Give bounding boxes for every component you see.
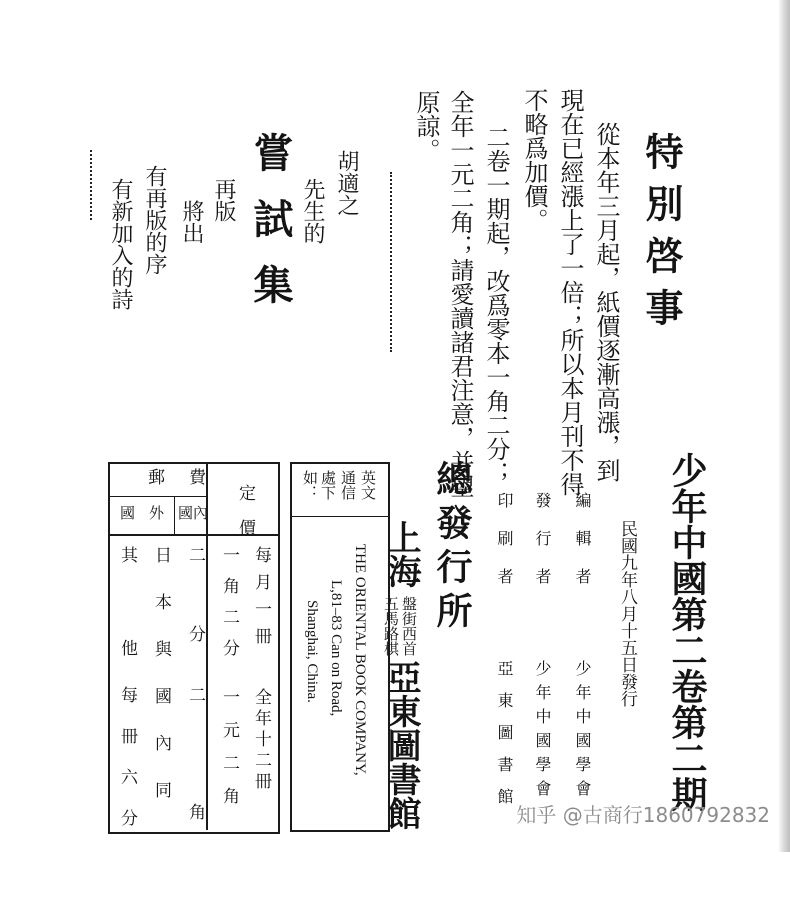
watermark-text: 知乎 @古商行1860792832 bbox=[516, 803, 770, 827]
price-cell: 全年十二冊 bbox=[251, 688, 271, 793]
price-table-subheader-divider bbox=[110, 496, 206, 497]
book-title: 嘗試集 bbox=[247, 132, 294, 330]
english-box-header: 處下 bbox=[319, 470, 337, 500]
distributor-label: 總發行所 bbox=[431, 460, 473, 636]
price-header: 定價 bbox=[235, 484, 255, 554]
notice-title: 特別啓事 bbox=[639, 132, 684, 340]
english-box-header: 英文 bbox=[359, 470, 377, 500]
book-feature: 有再版的序 bbox=[142, 165, 167, 275]
distributor-city: 上海 bbox=[381, 520, 421, 588]
credit-name: 少年中國學會 bbox=[573, 660, 592, 804]
page-edge-shadow bbox=[778, 0, 790, 852]
postage-cell: 二分 bbox=[185, 546, 205, 704]
distributor-address: 五馬路棋 bbox=[382, 596, 400, 656]
dotted-separator bbox=[390, 172, 392, 352]
notice-line: 二卷一期起，改爲零本一角二分； bbox=[482, 125, 510, 485]
postage-header: 郵費 bbox=[148, 468, 230, 488]
credit-name: 亞東圖書館 bbox=[495, 660, 514, 820]
book-feature: 有新加入的詩 bbox=[108, 178, 133, 310]
price-cell: 一元二角 bbox=[219, 688, 239, 820]
postage-cell: 每冊六分 bbox=[117, 686, 137, 850]
book-author: 先生的 bbox=[300, 178, 325, 244]
credit-role: 發行者 bbox=[533, 492, 552, 606]
credit-name: 少年中國學會 bbox=[533, 660, 552, 804]
postage-domestic-header: 國內 bbox=[178, 504, 209, 522]
book-author: 胡適之 bbox=[334, 150, 359, 216]
distributor-address: 盤街西首 bbox=[400, 596, 418, 656]
postage-foreign-header: 國外 bbox=[120, 504, 179, 522]
notice-line: 不略爲加價。 bbox=[520, 88, 548, 232]
notice-line: 原諒。 bbox=[412, 90, 440, 162]
distributor-name: 亞東圖書館 bbox=[381, 660, 421, 830]
english-address-line: Shanghai, China. bbox=[304, 600, 320, 703]
postage-cell: 其他 bbox=[117, 546, 137, 732]
english-address-line: L,81–83 Can on Road, bbox=[328, 580, 344, 717]
issue-date: 民國九年八月十五日發行 bbox=[617, 520, 637, 707]
postage-cell: 日本與國內同 bbox=[151, 546, 171, 828]
book-reprint: 再版 bbox=[211, 178, 236, 222]
notice-line: 全年一元二角；請愛讀諸君注意，并望 bbox=[446, 90, 474, 498]
english-box-header: 通信 bbox=[339, 470, 357, 500]
english-box-header-divider bbox=[292, 516, 388, 517]
credit-role: 印刷者 bbox=[495, 492, 514, 606]
dotted-separator bbox=[90, 150, 92, 220]
notice-line: 現在已經漲上了一倍；所以本月刊不得 bbox=[556, 88, 584, 496]
english-address-line: THE ORIENTAL BOOK COMPANY, bbox=[352, 544, 368, 776]
notice-line: 從本年三月起，紙價逐漸高漲，到 bbox=[592, 122, 620, 482]
price-cell: 一角二分 bbox=[219, 546, 239, 670]
postage-cell: 二角 bbox=[185, 686, 205, 920]
credit-role: 編輯者 bbox=[573, 492, 592, 606]
issue-title: 少年中國第二卷第二期 bbox=[666, 452, 708, 812]
english-box-header: 如： bbox=[301, 470, 319, 500]
price-cell: 每月一冊 bbox=[251, 546, 271, 654]
book-coming: 將出 bbox=[179, 200, 204, 244]
